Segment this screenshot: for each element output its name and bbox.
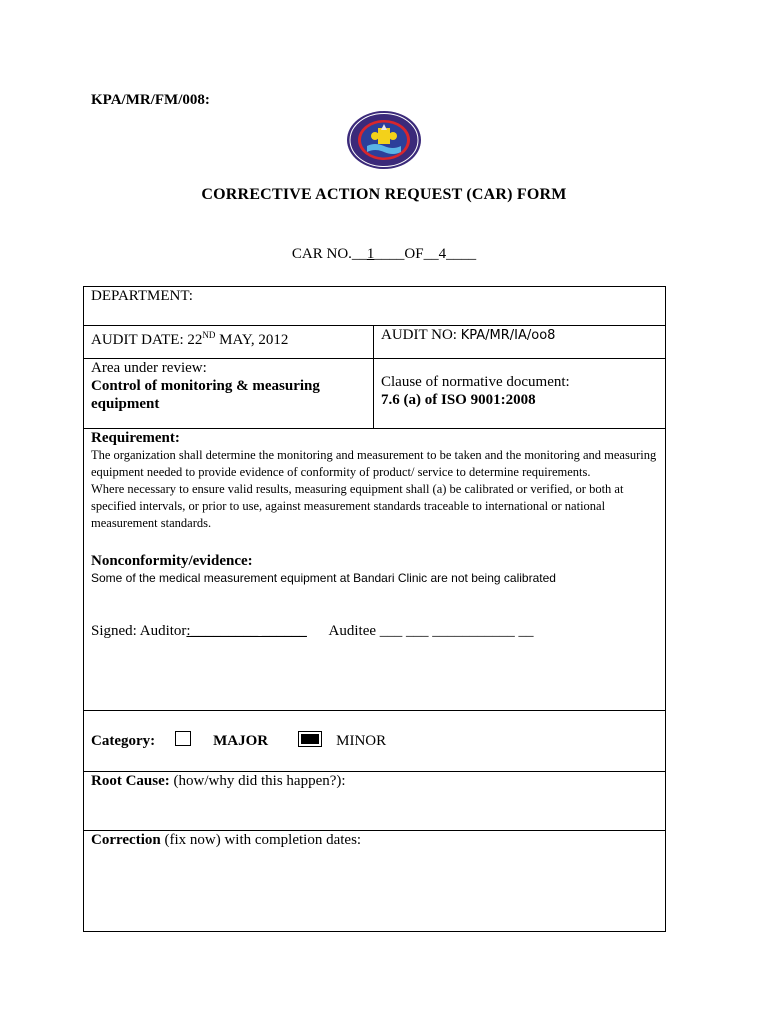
car-number: [0, 246, 768, 263]
document-code: KPA/MR/FM/008:: [91, 92, 210, 108]
requirement-text-1: The organization shall determine the monitoring and measurement to be taken and the monitoring and measuring equipment needed to provide evidence of conformity of product/ service to determine requirements.: [91, 448, 657, 479]
auditee-signature-field[interactable]: ___ ___ ___________ __: [379, 623, 534, 639]
minor-label: MINOR: [336, 733, 387, 749]
department-field[interactable]: [84, 287, 666, 326]
audit-date-field[interactable]: [84, 326, 374, 359]
car-of-value: 4: [438, 246, 447, 262]
category-label: Category:: [91, 733, 156, 749]
correction-label: Correction: [91, 832, 161, 848]
clause-value: 7.6 (a) of ISO 9001:2008: [381, 392, 536, 408]
car-no-prefix: CAR NO.__: [291, 246, 367, 262]
audit-no-label: AUDIT NO:: [381, 327, 461, 343]
clause-field[interactable]: [374, 359, 666, 429]
requirement-label: Requirement:: [91, 430, 180, 446]
root-cause-field[interactable]: [84, 772, 666, 831]
correction-hint: (fix now) with completion dates:: [160, 832, 362, 848]
major-label: MAJOR: [213, 733, 269, 749]
minor-checkbox[interactable]: [298, 731, 322, 747]
requirement-section: [84, 429, 666, 711]
signed-auditor-label: Signed: Auditor: [91, 623, 187, 639]
area-value: Control of monitoring & measuring equipment: [91, 378, 320, 412]
correction-field[interactable]: [84, 831, 666, 932]
area-under-review-field[interactable]: [84, 359, 374, 429]
nonconformity-label: Nonconformity/evidence:: [91, 553, 253, 569]
audit-date-rest: MAY, 2012: [215, 332, 289, 348]
root-cause-hint: (how/why did this happen?):: [169, 773, 346, 789]
clause-label: Clause of normative document:: [381, 374, 570, 390]
car-form-table: [83, 286, 666, 932]
audit-no-value: KPA/MR/IA/oo8: [460, 328, 556, 343]
auditor-signature-field[interactable]: :_________ ______: [186, 623, 307, 639]
car-no-suffix: ____: [446, 246, 477, 262]
audit-no-field[interactable]: [374, 326, 666, 359]
nonconformity-value: Some of the medical measurement equipment at Bandari Clinic are not being calibrated: [91, 571, 556, 585]
category-section: [84, 711, 666, 772]
kpa-logo-seal: [345, 110, 423, 170]
audit-date-sup: ND: [202, 330, 216, 340]
major-checkbox[interactable]: [175, 731, 191, 746]
car-no-value: 1: [366, 246, 375, 262]
requirement-text-2: Where necessary to ensure valid results, measuring equipment shall (a) be calibrated or verified, or both at specified intervals, or prior to use, against measurement standards traceable to international or national measurement standards.: [91, 482, 624, 530]
area-label: Area under review:: [91, 360, 207, 376]
car-no-mid: ____OF__: [374, 246, 439, 262]
audit-date-label: AUDIT DATE: 22: [91, 332, 203, 348]
form-title: CORRECTIVE ACTION REQUEST (CAR) FORM: [201, 186, 567, 203]
root-cause-label: Root Cause:: [91, 773, 170, 789]
auditee-label: Auditee: [328, 623, 377, 639]
department-label: DEPARTMENT:: [91, 288, 193, 304]
signature-line: [91, 622, 658, 640]
